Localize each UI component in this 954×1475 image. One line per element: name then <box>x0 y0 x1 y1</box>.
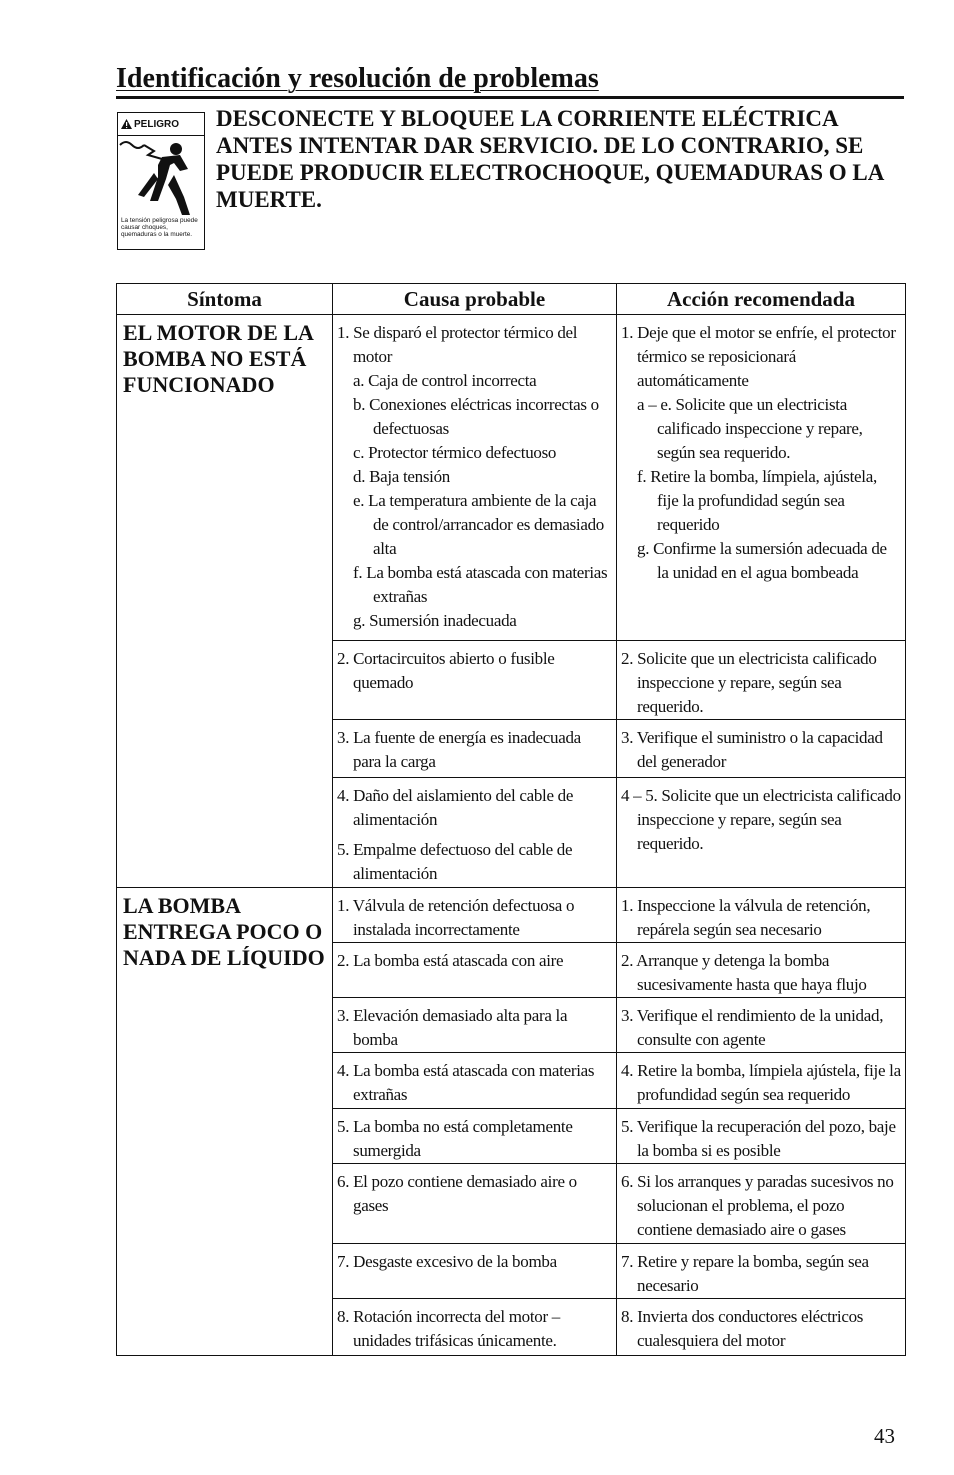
cause-subitem: d. Baja tensión <box>353 467 451 486</box>
cause-cell <box>333 641 617 720</box>
cause-subitem: a. Caja de control incorrecta <box>353 371 537 390</box>
cause-cell <box>333 720 617 778</box>
action-cell <box>617 641 906 720</box>
cause-cell <box>333 1109 617 1164</box>
table-row <box>117 888 906 943</box>
cause-item: 5. Empalme defectuoso del cable de alimentación <box>337 840 573 883</box>
action-cell <box>617 888 906 943</box>
cause-subitem: b. Conexiones eléctricas incorrectas o defectuosas <box>353 395 599 438</box>
cause-item: 2. Cortacircuitos abierto o fusible quemado <box>337 649 555 692</box>
action-item: 5. Verifique la recuperación del pozo, baje la bomba si es posible <box>621 1117 896 1160</box>
action-cell <box>617 1164 906 1244</box>
page-number: 43 <box>874 1424 895 1448</box>
cause-item: 4. Daño del aislamiento del cable de alimentación <box>337 786 574 829</box>
cause-cell <box>333 315 617 641</box>
cause-item: 5. La bomba no está completamente sumergida <box>337 1117 573 1160</box>
cause-subitem: g. Sumersión inadecuada <box>353 611 517 630</box>
cause-subitem: c. Protector térmico defectuoso <box>353 443 557 462</box>
action-item: 3. Verifique el rendimiento de la unidad, consulte con agente <box>621 1006 884 1049</box>
action-subitem: a – e. Solicite que un electricista calificado inspeccione y repare, según sea requerido. <box>637 395 863 462</box>
table-header-row <box>117 284 906 315</box>
cause-item: 3. Elevación demasiado alta para la bomba <box>337 1006 568 1049</box>
action-cell <box>617 998 906 1053</box>
action-item: 1. Deje que el motor se enfríe, el protector térmico se reposicionará automáticamente <box>621 323 896 390</box>
action-item: 7. Retire y repare la bomba, según sea necesario <box>621 1252 869 1295</box>
cause-subitem: e. La temperatura ambiente de la caja de control/arrancador es demasiado alta <box>353 491 604 558</box>
cause-cell <box>333 943 617 998</box>
cause-cell <box>333 1299 617 1356</box>
action-item: 8. Invierta dos conductores eléctricos cualesquiera del motor <box>621 1307 864 1350</box>
action-cell <box>617 315 906 641</box>
cause-cell <box>333 1164 617 1244</box>
action-cell <box>617 1244 906 1299</box>
column-header-symptom: Síntoma <box>117 284 333 315</box>
action-cell <box>617 1299 906 1356</box>
cause-subitem: f. La bomba está atascada con materias extrañas <box>353 563 608 606</box>
column-header-cause: Causa probable <box>333 284 617 315</box>
danger-warning-text: DESCONECTE Y BLOQUEE LA CORRIENTE ELÉCTRICA ANTES INTENTAR DAR SERVICIO. DE LO CONTRARIO, SE PUEDE PRODUCIR ELECTROCHOQUE, QUEMADURAS O LA MUERTE. <box>216 106 884 212</box>
symptom-motor-not-running: EL MOTOR DE LA BOMBA NO ESTÁ FUNCIONADO <box>117 315 333 888</box>
cause-cell <box>333 888 617 943</box>
action-cell <box>617 778 906 888</box>
cause-item: 3. La fuente de energía es inadecuada para la carga <box>337 728 581 771</box>
page-title: Identificación y resolución de problemas <box>116 63 599 94</box>
warning-triangle-icon <box>121 119 132 129</box>
danger-label-caption: La tensión peligrosa puede causar choques, quemaduras o la muerte. <box>121 217 198 238</box>
action-item: 3. Verifique el suministro o la capacidad del generador <box>621 728 883 771</box>
cause-cell <box>333 998 617 1053</box>
title-rule <box>116 96 904 99</box>
action-item: 2. Arranque y detenga la bomba sucesivamente hasta que haya flujo <box>621 951 867 994</box>
action-item: 4. Retire la bomba, límpiela ajústela, fije la profundidad según sea requerido <box>621 1061 901 1104</box>
danger-label-header <box>118 113 204 136</box>
symptom-little-or-no-liquid: LA BOMBA ENTREGA POCO O NADA DE LÍQUIDO <box>117 888 333 1356</box>
table-row <box>117 315 906 641</box>
action-cell <box>617 720 906 778</box>
cause-cell <box>333 1244 617 1299</box>
action-item: 6. Si los arranques y paradas sucesivos no solucionan el problema, el pozo contiene demasiado aire o gases <box>621 1172 894 1239</box>
cause-item: 7. Desgaste excesivo de la bomba <box>337 1252 557 1271</box>
action-subitem: f. Retire la bomba, límpiela, ajústela, fije la profundidad según sea requerido <box>637 467 877 534</box>
action-cell <box>617 1053 906 1109</box>
action-item: 2. Solicite que un electricista calificado inspeccione y repare, según sea requerido. <box>621 649 877 716</box>
cause-item: 6. El pozo contiene demasiado aire o gases <box>337 1172 577 1215</box>
action-cell <box>617 1109 906 1164</box>
danger-label <box>117 112 205 250</box>
cause-item: 8. Rotación incorrecta del motor – unidades trifásicas únicamente. <box>337 1307 561 1350</box>
cause-cell <box>333 778 617 888</box>
electric-shock-icon <box>118 135 204 217</box>
action-cell <box>617 943 906 998</box>
cause-item: 4. La bomba está atascada con materias extrañas <box>337 1061 595 1104</box>
cause-item: 2. La bomba está atascada con aire <box>337 951 564 970</box>
action-subitem: g. Confirme la sumersión adecuada de la unidad en el agua bombeada <box>637 539 887 582</box>
action-item: 1. Inspeccione la válvula de retención, repárela según sea necesario <box>621 896 871 939</box>
action-item: 4 – 5. Solicite que un electricista calificado inspeccione y repare, según sea requerido. <box>621 786 901 853</box>
danger-label-word: PELIGRO <box>134 118 180 130</box>
column-header-action: Acción recomendada <box>617 284 906 315</box>
troubleshooting-table <box>116 283 906 1356</box>
cause-item: 1. Se disparó el protector térmico del motor <box>337 323 578 366</box>
cause-item: 1. Válvula de retención defectuosa o instalada incorrectamente <box>337 896 575 939</box>
cause-cell <box>333 1053 617 1109</box>
